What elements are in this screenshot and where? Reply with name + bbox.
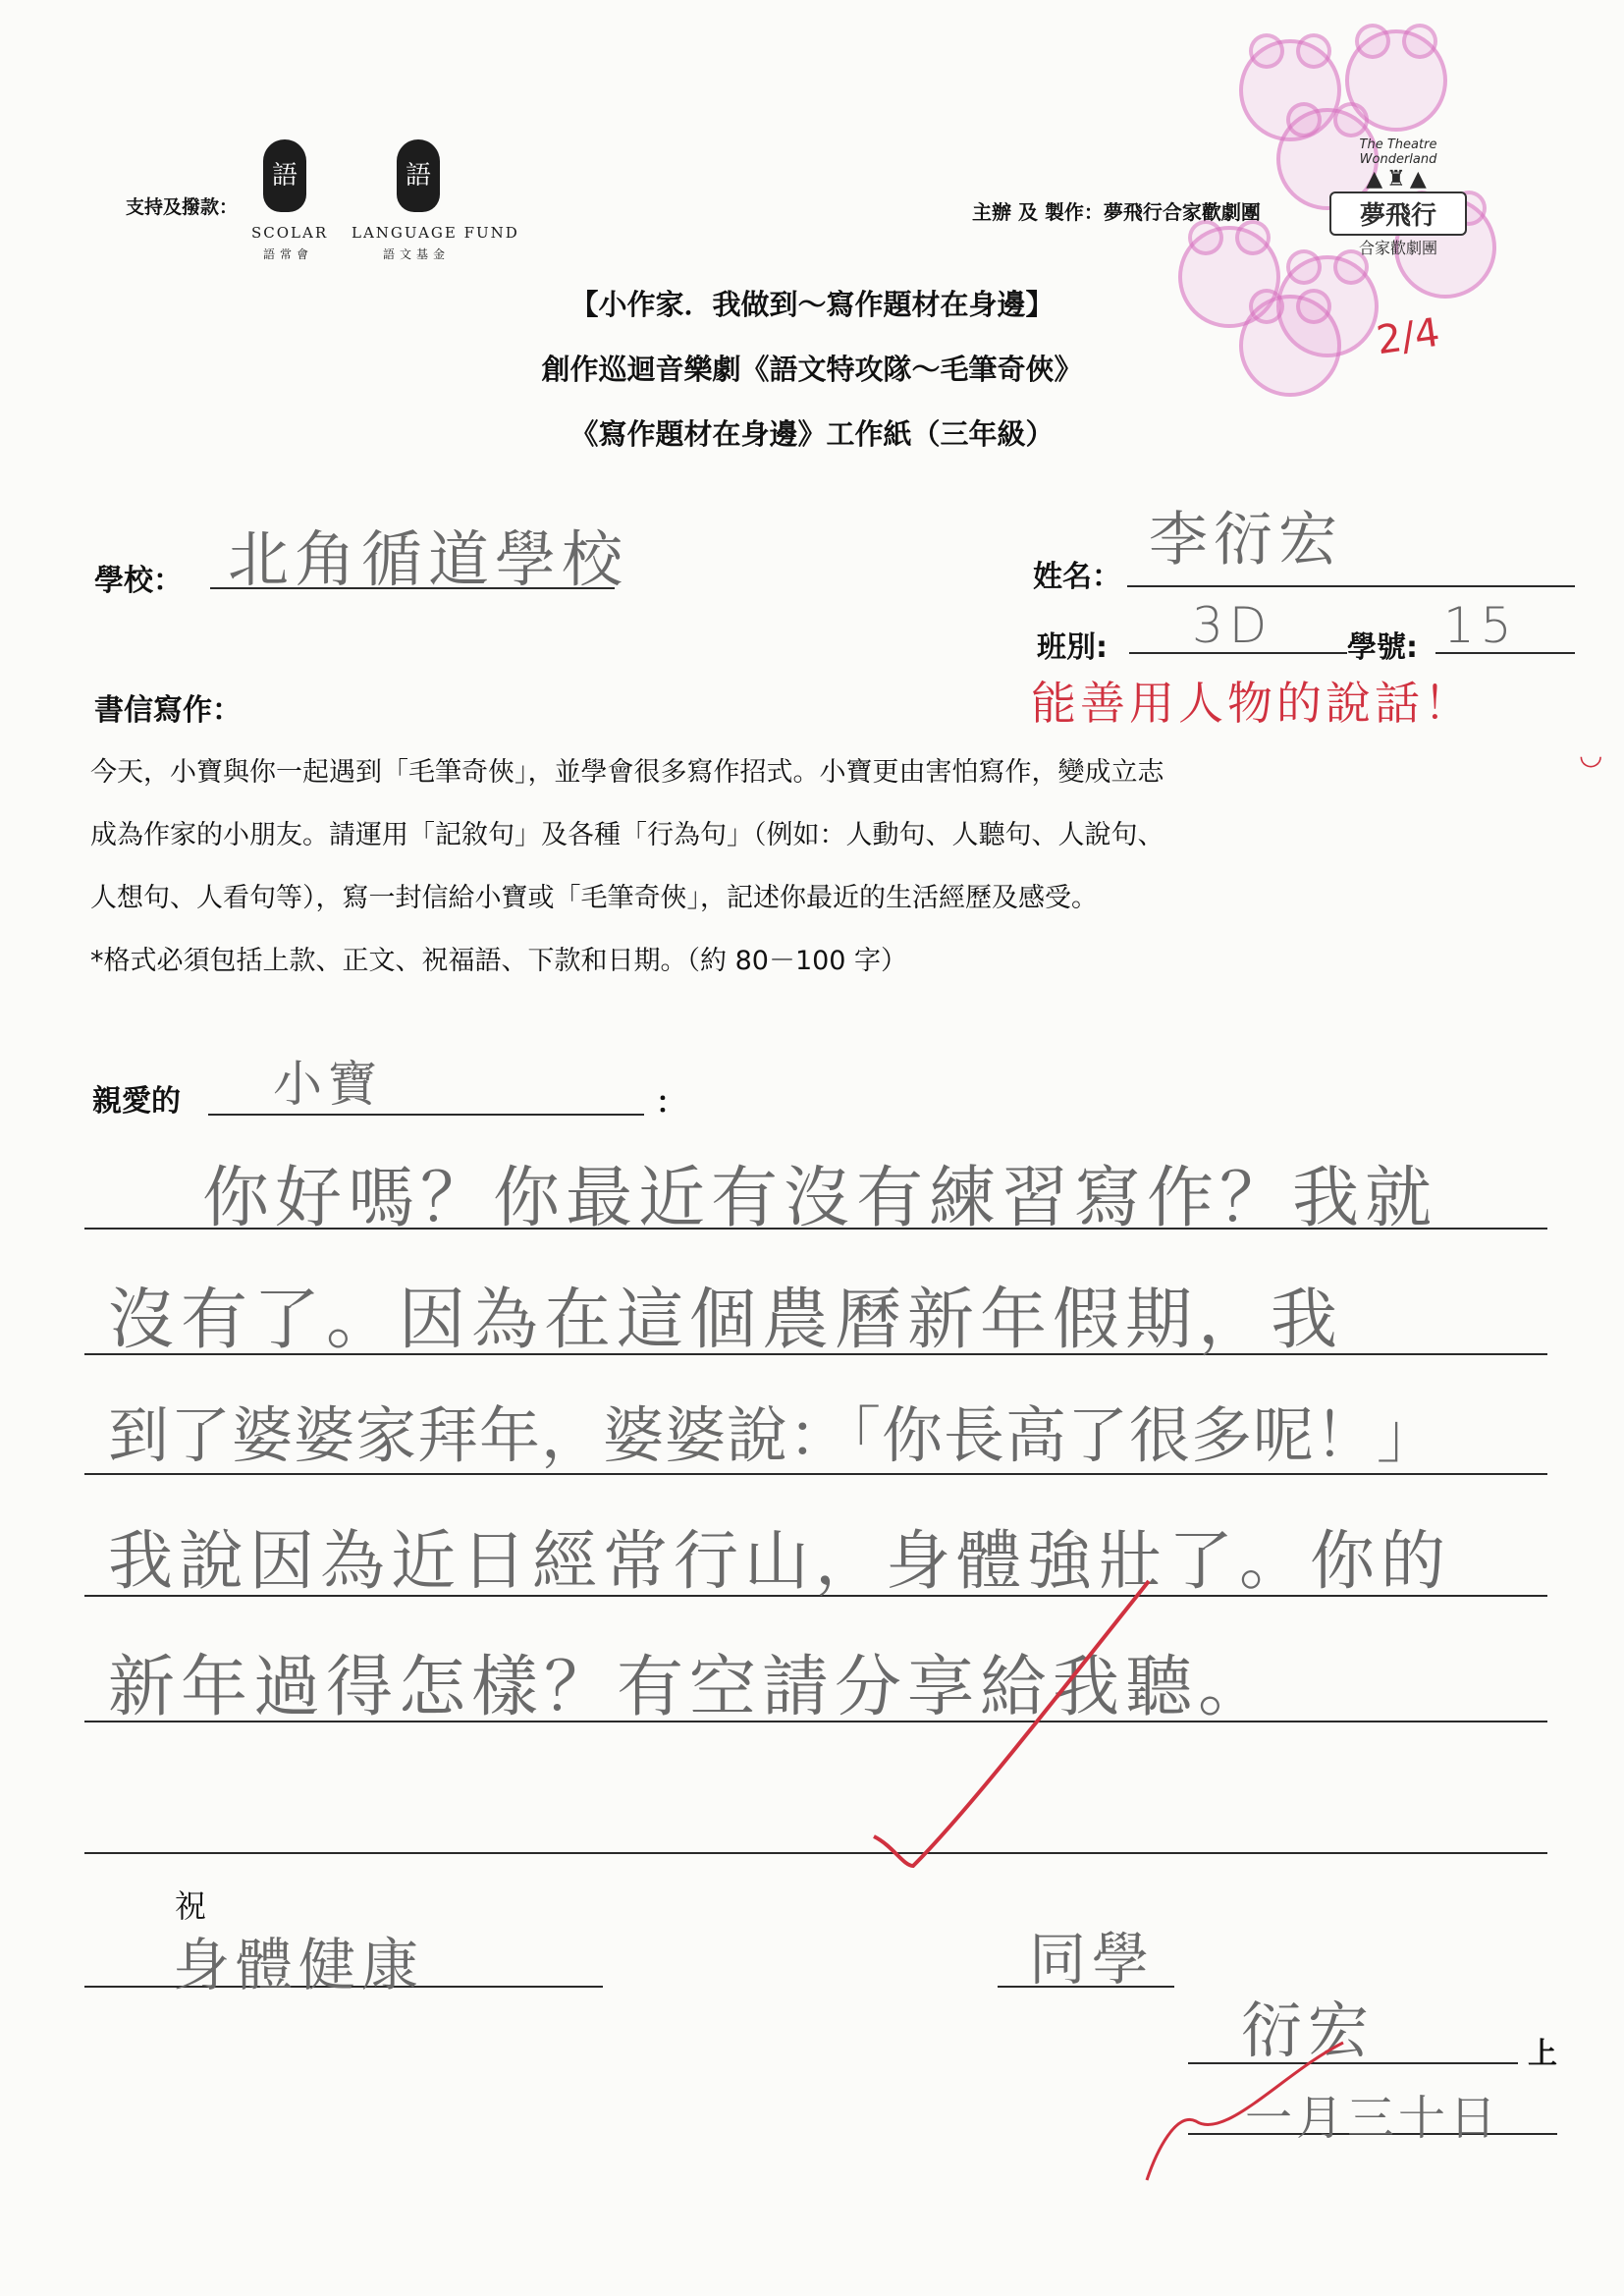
language-fund-logo-zh: 語文基金 <box>383 247 451 261</box>
language-fund-logo-en: LANGUAGE FUND <box>352 224 519 242</box>
name-value[interactable]: 李衍宏 <box>1149 506 1343 574</box>
castle-icon: ▲♜▲ <box>1366 167 1431 191</box>
teacher-comment: 能善用人物的說話！ <box>1031 677 1473 730</box>
date-mark: 2/4 <box>1374 309 1443 364</box>
letter-body-line-3[interactable]: 到了婆婆家拜年，婆婆說：「你長高了很多呢！」 <box>108 1399 1439 1471</box>
name-label: 姓名： <box>1033 560 1121 594</box>
sign-name[interactable]: 衍宏 <box>1241 1995 1376 2066</box>
salutation-label: 親愛的 <box>92 1084 181 1119</box>
sign-title[interactable]: 同學 <box>1029 1926 1156 1993</box>
title-line-3: 《寫作題材在身邊》工作紙（三年級） <box>569 417 1055 451</box>
smiley-icon: ◡ <box>1579 738 1603 771</box>
letter-body-line-4[interactable]: 我說因為近日經常行山，身體強壯了。你的 <box>108 1523 1451 1599</box>
school-label: 學校： <box>94 564 183 598</box>
title-line-2: 創作巡迴音樂劇《語文特攻隊～毛筆奇俠》 <box>541 353 1083 386</box>
instructions-line-2: 成為作家的小朋友。請運用「記敘句」及各種「行為句」（例如：人動句、人聽句、人說句、 <box>90 820 1164 850</box>
class-value[interactable]: 3D <box>1192 597 1273 654</box>
title-line-1: 【小作家．我做到～寫作題材在身邊】 <box>569 288 1055 321</box>
theatre-name-zh: 夢飛行 <box>1329 191 1467 236</box>
theatre-logo <box>1329 137 1467 258</box>
theatre-name-en: The Theatre Wonderland <box>1359 137 1437 167</box>
scolar-logo-en: SCOLAR <box>251 224 329 242</box>
language-fund-logo-icon: 語 <box>397 139 440 212</box>
blessing-label: 祝 <box>175 1887 207 1925</box>
check-mark-icon <box>854 1571 1168 1886</box>
instructions-line-3: 人想句、人看句等），寫一封信給小寶或「毛筆奇俠」，記述你最近的生活經歷及感受。 <box>90 883 1098 913</box>
check-mark-icon <box>1137 2033 1353 2190</box>
instructions-line-4: *格式必須包括上款、正文、祝福語、下款和日期。（約 80－100 字） <box>90 946 908 976</box>
scolar-logo-icon: 語 <box>263 139 306 212</box>
letter-body-line-2[interactable]: 沒有了。因為在這個農曆新年假期，我 <box>108 1282 1344 1359</box>
letter-date[interactable]: 一月三十日 <box>1245 2091 1501 2146</box>
scolar-logo-zh: 語常會 <box>263 247 314 261</box>
organizer-text: 主辦 及 製作：夢飛行合家歡劇團 <box>972 200 1261 224</box>
salutation-name[interactable]: 小寶 <box>273 1056 383 1113</box>
name-underline <box>1127 585 1575 587</box>
class-label: 班別: <box>1037 630 1108 665</box>
support-label: 支持及撥款： <box>126 196 239 218</box>
instructions-line-1: 今天，小寶與你一起遇到「毛筆奇俠」，並學會很多寫作招式。小寶更由害怕寫作，變成立志 <box>90 757 1164 788</box>
section-heading: 書信寫作： <box>94 693 242 728</box>
blessing-text[interactable]: 身體健康 <box>173 1932 425 1998</box>
letter-body-line-1[interactable]: 你好嗎？你最近有沒有練習寫作？我就 <box>202 1160 1438 1237</box>
sign-suffix: 上 <box>1528 2037 1557 2071</box>
salutation-colon: ： <box>656 1086 685 1121</box>
writing-line <box>84 1852 1547 1854</box>
letter-body-line-5[interactable]: 新年過得怎樣？有空請分享給我聽。 <box>108 1649 1272 1726</box>
number-value[interactable]: 15 <box>1443 597 1518 654</box>
school-value[interactable]: 北角循道學校 <box>228 523 629 595</box>
number-label: 學號: <box>1347 630 1418 665</box>
theatre-name-zh-sub: 合家歡劇團 <box>1358 239 1437 257</box>
